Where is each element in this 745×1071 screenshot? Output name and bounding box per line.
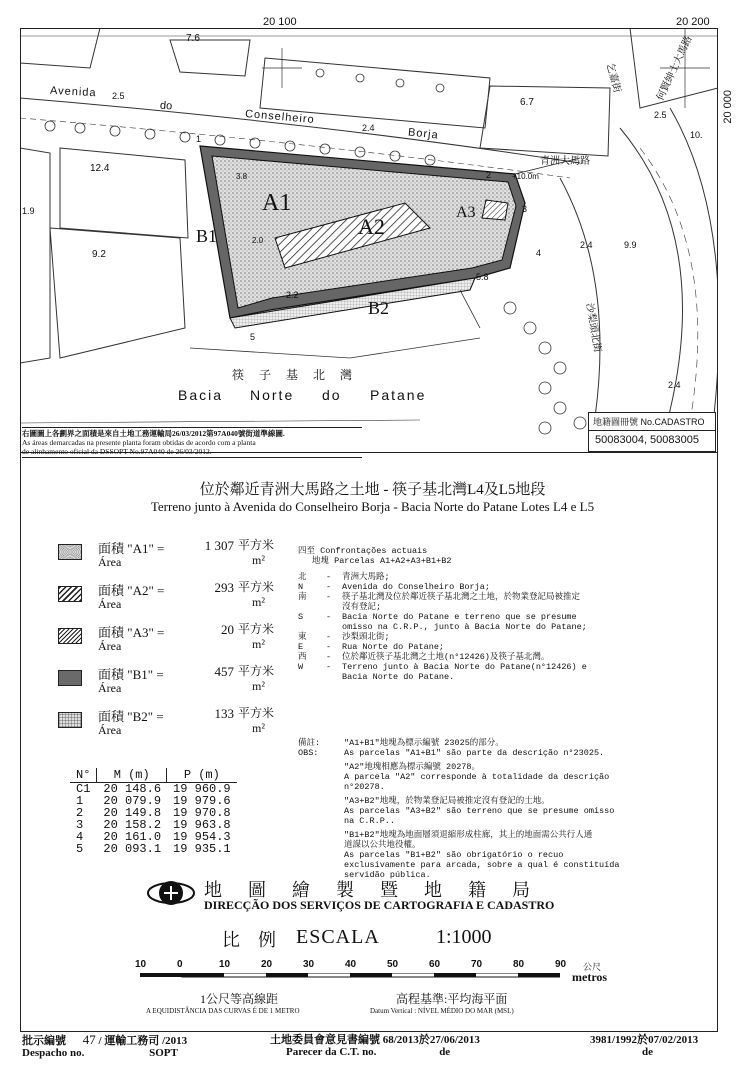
legend-a1-pt: Área (98, 555, 122, 569)
conf-line (298, 632, 587, 642)
points-cell: 4 (76, 830, 84, 844)
legend-b2-unit-zh: 平方米 (238, 706, 275, 720)
conf-line (298, 672, 587, 682)
swatch-b2 (58, 712, 82, 728)
datum-zh: 高程基準:平均海平面 (396, 992, 508, 1006)
street-zh-ceqi: 乞嘉街 (603, 62, 623, 94)
scale-tick-label: 10 (219, 959, 231, 970)
conf-cell: Bacia Norte do Patane. (342, 672, 455, 682)
legend-a2-code: "A2" (127, 583, 154, 598)
street-avenida: Avenida (49, 84, 97, 100)
legend-a3-pt: Área (98, 639, 122, 653)
conf-line (298, 572, 587, 582)
despacho-slash: / (98, 1035, 102, 1047)
conf-cell: - (326, 612, 332, 622)
legend-a1-unit-zh: 平方米 (238, 538, 275, 552)
label-b2: B2 (368, 298, 390, 318)
label-2-4-b: 2.4 (668, 380, 681, 390)
obs-line: As parcelas "B1+B2" são obrigatório o recuo (344, 850, 564, 860)
scale-tick-label: 0 (177, 959, 183, 970)
conf-cell: - (326, 592, 332, 602)
obs-line: "B1+B2"地塊為地面層須退縮形成柱廊，其上的地面需公共行人通 (344, 830, 593, 840)
obs-block (298, 738, 619, 880)
street-borja: Borja (407, 126, 440, 142)
conf-cell: W (298, 662, 304, 672)
label-12-4: 12.4 (90, 163, 110, 174)
sopt-zh: 運輸工務司 (104, 1035, 160, 1047)
legend-b1-pt: Área (98, 681, 122, 695)
parecer-yu: 於 (418, 1034, 430, 1046)
obs-line: As parcelas "A3+B2" são terreno que se presume omisso (344, 806, 615, 816)
legend-a3 (58, 622, 288, 658)
swatch-a2 (58, 586, 82, 602)
points-cell: 1 (76, 794, 84, 808)
label-9-9: 9.9 (624, 240, 637, 250)
conf-cell: 筷子基北灣及位於鄰近筷子基北灣之土地，於物業登記局被推定 (342, 592, 581, 602)
label-7-6: 7.6 (186, 33, 200, 44)
conf-line (298, 592, 587, 602)
conf-cell: 沒有登記; (342, 602, 382, 612)
legend-a3-unit: m² (252, 637, 265, 651)
note-zh: 右圖圖上各劃界之面積是來自土地工務運輸局26/03/2012第97A040號街道準線圖. (22, 429, 285, 438)
label-a1: A1 (262, 190, 292, 216)
points-cell: 20 079.9 (103, 794, 162, 808)
label-9-2: 9.2 (92, 249, 106, 260)
conf-cell: Rua Norte do Patane; (342, 642, 445, 652)
obs-head-zh: 備註: (298, 738, 321, 748)
place-do: do (322, 387, 342, 403)
street-width-2-4: 2.4 (362, 123, 375, 133)
obs-line: 道謀以公共地役權。 (344, 840, 421, 850)
conf-line (298, 612, 587, 622)
legend-b2-value: 133 (214, 706, 234, 721)
street-do: do (159, 99, 173, 113)
street-zh-shaguang: 沙梨頭北街 (583, 302, 603, 354)
conf-line (298, 652, 587, 662)
legend-a2-zh: 面積 (98, 583, 125, 598)
label-6-7: 6.7 (520, 97, 534, 108)
parecer-de: de (439, 1046, 451, 1058)
agency-zh: 地 圖 繪 製 暨 地 籍 局 (204, 880, 534, 900)
process-yu: 於 (637, 1034, 649, 1046)
legend-b1-code: "B1" (127, 667, 154, 682)
obs-line: A parcela "A2" corresponde à totalidade da descrição (344, 772, 610, 782)
scale-tick-label: 90 (555, 959, 567, 970)
points-cell: 3 (76, 818, 84, 832)
place-patane: Patane (370, 387, 427, 403)
swatch-a3 (58, 628, 82, 644)
points-cell: 20 148.6 (103, 782, 162, 796)
dscc-logo-icon (146, 878, 196, 908)
conf-cell: Avenida do Conselheiro Borja; (342, 582, 490, 592)
title-zh: 位於鄰近青洲大馬路之土地 - 筷子基北灣L4及L5地段 (199, 482, 546, 498)
conf-line (298, 642, 587, 652)
legend-b1-eq: = (156, 667, 164, 682)
point-2: 2 (486, 170, 492, 180)
scale-value: 1:1000 (436, 926, 492, 948)
scale-tick-label: 60 (429, 959, 441, 970)
points-cell: 20 158.2 (103, 818, 162, 832)
label-2-2: 2.2 (286, 290, 299, 300)
scale-unit-pt: metros (572, 970, 608, 984)
conf-cell: Terreno junto à Bacia Norte do Patane(n°12426) e (342, 662, 587, 672)
legend-b1-value: 457 (214, 664, 234, 679)
title-pt: Terreno junto à Avenida do Conselheiro Borja - Bacia Norte do Patane Lotes L4 e L5 (150, 499, 595, 514)
contour-pt: A EQUIDISTÂNCIA DAS CURVAS É DE 1 METRO (146, 1007, 300, 1015)
cadastro-numbers: 50083004, 50083005 (595, 434, 699, 446)
points-cell: 20 149.8 (103, 806, 162, 820)
legend-a1-unit: m² (252, 553, 265, 567)
scale-pt: ESCALA (296, 926, 380, 948)
label-10-r: 10. (690, 130, 703, 140)
scale-tick-label: 50 (387, 959, 399, 970)
points-cell: 19 960.9 (173, 782, 231, 796)
legend-a3-unit-zh: 平方米 (238, 622, 275, 636)
scale-tick-label: 30 (303, 959, 315, 970)
obs-head-pt: OBS: (298, 748, 319, 758)
parecer-num: 68/2013 (382, 1034, 419, 1046)
contour-zh: 1公尺等高線距 (200, 992, 279, 1006)
scale-tick-label: 20 (261, 959, 273, 970)
legend-b2-eq: = (156, 709, 164, 724)
label-1-9: 1.9 (22, 206, 35, 216)
legend-a2-value: 293 (214, 580, 234, 595)
label-plus-10m: +10.0m (512, 172, 539, 181)
point-4: 4 (536, 248, 542, 258)
points-cell: 19 963.8 (173, 818, 231, 832)
coord-x-right: 20 200 (676, 16, 710, 28)
legend-a1 (58, 538, 288, 574)
despacho-pt: Despacho no. (22, 1047, 85, 1059)
points-cell: 20 161.0 (103, 830, 162, 844)
point-1: 1 (196, 134, 202, 144)
points-cell: 20 093.1 (103, 842, 162, 856)
cadastro-label-pt: No.CADASTRO (640, 417, 705, 427)
conf-lines (298, 572, 587, 682)
datum-pt: Datum Vertical : NÍVEL MÉDIO DO MAR (MSL) (370, 1007, 514, 1015)
legend-a1-code: "A1" (127, 541, 154, 556)
label-b1: B1 (196, 226, 218, 246)
conf-head-pt: Confrontações actuais (320, 546, 428, 556)
legend-a3-code: "A3" (127, 625, 154, 640)
obs-line: na C.R.P.. (344, 816, 396, 826)
map-divider (20, 452, 718, 453)
conf-cell: 北 (298, 572, 307, 582)
place-norte: Norte (250, 387, 295, 403)
legend-a2 (58, 580, 288, 616)
note-pt-1: As áreas demarcadas na presente planta foram obtidas de acordo com a planta (22, 438, 256, 447)
parecer-pt: Parecer da C.T. no. (286, 1046, 377, 1058)
conf-cell: 東 (298, 632, 307, 642)
conf-cell: - (326, 582, 332, 592)
scale-tick-label: 10 (135, 959, 147, 970)
points-cell: 5 (76, 842, 84, 856)
legend-b1-unit: m² (252, 679, 265, 693)
obs-line: exclusivamente para arcada, sobre a qual é constituída (344, 860, 620, 870)
points-header-cell: M (m) (97, 768, 167, 783)
legend-a2-eq: = (157, 583, 165, 598)
despacho-zh: 批示編號 (22, 1035, 66, 1047)
parecer-date: 27/06/2013 (429, 1034, 480, 1046)
conf-line (298, 602, 587, 612)
conf-cell: - (326, 652, 332, 662)
footer-despacho (22, 1034, 187, 1059)
points-table (70, 768, 237, 855)
conf-cell: 位於鄰近筷子基北灣之土地(n°12426)及筷子基北灣。 (342, 652, 550, 662)
footer-process (590, 1034, 698, 1058)
conf-cell: E (298, 642, 304, 652)
label-2-5-r: 2.5 (654, 110, 667, 120)
conf-cell: omisso na C.R.P., junto à Bacia Norte do Patane; (342, 622, 587, 632)
legend-b2 (58, 706, 288, 742)
swatch-b1 (58, 670, 82, 686)
coord-x-left: 20 100 (263, 16, 297, 28)
points-cell: 2 (76, 806, 84, 820)
scale-tick-label: 70 (471, 959, 483, 970)
legend-a1-eq: = (157, 541, 165, 556)
conf-cell: - (326, 662, 332, 672)
despacho-year: /2013 (162, 1035, 188, 1047)
despacho-num: 47 (82, 1032, 96, 1047)
conf-cell: - (326, 642, 332, 652)
scale-tick-label: 40 (345, 959, 357, 970)
obs-line: n°20278. (344, 782, 385, 792)
street-zh-cheng-zhou: 青洲大馬路 (540, 156, 590, 167)
legend-b2-pt: Área (98, 723, 122, 737)
conf-sub: 地塊 Parcelas A1+A2+A3+B1+B2 (312, 556, 452, 566)
place-zh-kuai: 筷 子 基 北 灣 (232, 368, 359, 382)
conf-cell: 南 (298, 592, 307, 602)
legend-b2-zh: 面積 (98, 709, 125, 724)
label-2-4-a: 2.4 (580, 240, 593, 250)
conf-line (298, 662, 587, 672)
point-5: 5 (250, 332, 256, 342)
scale-unit-zh: 公尺 (583, 962, 602, 972)
confrontacoes-block (298, 546, 587, 682)
process-num: 3981/1992 (590, 1034, 638, 1046)
footer-parecer (270, 1034, 480, 1058)
sopt-pt: SOPT (149, 1047, 178, 1059)
swatch-a1 (58, 544, 82, 560)
points-header (70, 768, 237, 783)
label-3-8: 3.8 (236, 172, 248, 181)
legend-a3-eq: = (157, 625, 165, 640)
conf-cell: 西 (298, 652, 307, 662)
label-a3: A3 (456, 204, 476, 221)
legend-a1-value: 1 307 (204, 538, 234, 553)
process-date: 07/02/2013 (648, 1034, 699, 1046)
point-3: 3 (522, 204, 528, 214)
obs-line: As parcelas "A1+B1" são parte da descrição n°23025. (344, 748, 605, 758)
agency-pt: DIRECÇÃO DOS SERVIÇOS DE CARTOGRAFIA E CADASTRO (204, 898, 555, 912)
conf-cell: 沙梨頭北街; (342, 632, 390, 642)
conf-cell: Bacia Norte do Patane e terreno que se presume (342, 612, 577, 622)
street-conselheiro: Conselheiro (244, 107, 316, 127)
obs-lines (344, 738, 619, 880)
legend-a2-unit: m² (252, 595, 265, 609)
legend-a1-zh: 面積 (98, 541, 125, 556)
scale-bar (135, 959, 567, 979)
legend-b1-zh: 面積 (98, 667, 125, 682)
points-cell: 19 935.1 (173, 842, 231, 856)
obs-line: "A1+B1"地塊為標示編號 23025的部分。 (344, 738, 504, 748)
legend-b1-unit-zh: 平方米 (238, 664, 275, 678)
parecer-zh: 土地委員會意見書編號 (270, 1034, 380, 1046)
conf-cell: - (326, 632, 332, 642)
conf-cell: N (298, 582, 304, 592)
conf-cell: - (326, 572, 332, 582)
place-bacia: Bacia (178, 387, 224, 403)
points-header-cell: N° (70, 768, 97, 783)
conf-head-zh: 四至 (298, 546, 316, 556)
conf-cell: S (298, 612, 304, 622)
obs-line: "A3+B2"地塊，於物業登記局被推定沒有登記的土地。 (344, 796, 550, 806)
obs-line: servidão pública. (344, 870, 431, 880)
obs-line: "A2"地塊相應為標示編號 20278。 (344, 762, 481, 772)
conf-line (298, 582, 587, 592)
cadastro-label-zh: 地籍圖冊號 (593, 417, 639, 427)
scale-zh: 比 例 (222, 930, 276, 950)
legend-b2-code: "B2" (127, 709, 154, 724)
points-cell: 19 954.3 (173, 830, 231, 844)
label-5-8: 5.8 (476, 272, 489, 282)
coord-y-right: 20 000 (722, 90, 734, 124)
conf-cell: 青洲大馬路; (342, 572, 390, 582)
label-a2: A2 (358, 214, 385, 239)
label-2-0: 2.0 (252, 236, 264, 245)
points-cell: C1 (76, 782, 91, 796)
legend-a3-zh: 面積 (98, 625, 125, 640)
legend-b2-unit: m² (252, 721, 265, 735)
legend-a2-unit-zh: 平方米 (238, 580, 275, 594)
points-header-cell: P (m) (167, 768, 237, 783)
street-zh-heyu: 何賢紳士大馬路 (655, 34, 695, 103)
legend-a2-pt: Área (98, 597, 122, 611)
points-cell: 19 970.8 (173, 806, 231, 820)
points-cell: 19 979.6 (173, 794, 231, 808)
scale-tick-label: 80 (513, 959, 525, 970)
street-width-2-5: 2.5 (112, 91, 125, 101)
table-row (70, 843, 237, 855)
conf-line (298, 622, 587, 632)
legend-b1 (58, 664, 288, 700)
legend-a3-value: 20 (221, 622, 234, 637)
process-de: de (642, 1046, 653, 1058)
